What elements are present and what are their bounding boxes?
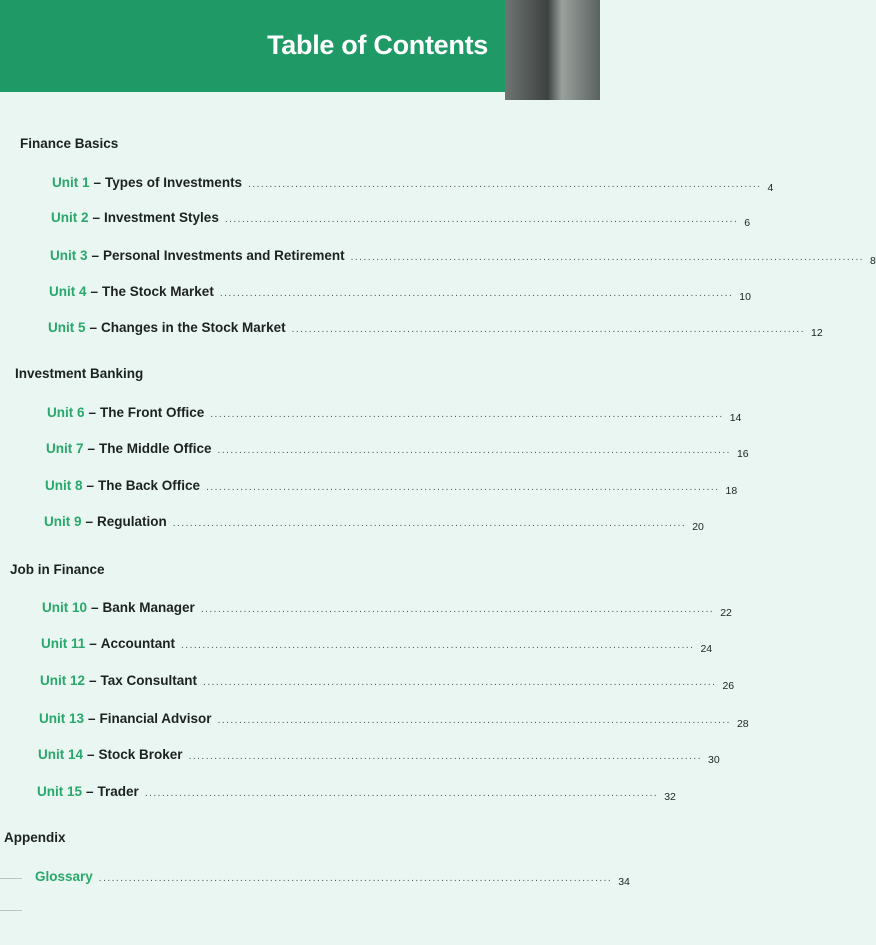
unit-number: Unit 7	[46, 441, 84, 456]
unit-number: Unit 4	[49, 284, 87, 299]
page-number: 20	[692, 521, 704, 533]
page-number: 24	[700, 643, 713, 655]
unit-title: Types of Investments	[105, 175, 243, 190]
page-number: 6	[744, 217, 751, 229]
appendix-item: Glossary	[35, 869, 93, 884]
dot-leader: ........................................................................................................................	[350, 252, 865, 263]
unit-title: Trader	[97, 784, 139, 799]
unit-number: Unit 13	[39, 711, 85, 726]
unit-number: Unit 12	[40, 673, 86, 688]
page-title: Table of Contents	[267, 30, 488, 60]
toc-entry[interactable]: Unit 8 – The Back Office ........................................................................................................................ 18	[45, 478, 738, 497]
dot-leader: ........................................................................................................................	[144, 788, 659, 799]
unit-number: Unit 15	[37, 784, 83, 799]
dot-leader: ........................................................................................................................	[217, 445, 731, 456]
dot-leader: ........................................................................................................................	[224, 214, 739, 225]
unit-title: The Middle Office	[99, 441, 212, 456]
dot-leader: ........................................................................................................................	[210, 409, 724, 420]
page-edge-tab	[505, 0, 600, 100]
page-number: 4	[767, 182, 774, 194]
dot-leader: ........................................................................................................................	[181, 640, 695, 651]
toc-entry[interactable]: Unit 3 – Personal Investments and Retirement ........................................................................................................................ 8	[50, 248, 876, 267]
unit-title: The Back Office	[98, 478, 201, 493]
unit-title: Financial Advisor	[99, 711, 212, 726]
toc-entry[interactable]: Unit 7 – The Middle Office ........................................................................................................................ 16	[46, 441, 749, 460]
page-number: 28	[736, 718, 749, 730]
unit-title: The Stock Market	[102, 284, 214, 299]
page-number: 14	[729, 412, 742, 424]
unit-title: Personal Investments and Retirement	[103, 248, 345, 263]
unit-title: Regulation	[97, 514, 167, 529]
margin-rule	[0, 878, 22, 879]
page-number: 18	[725, 485, 738, 497]
page-number: 8	[870, 255, 876, 267]
dot-leader: ........................................................................................................................	[200, 604, 715, 615]
toc-entry[interactable]: Unit 15 – Trader ........................................................................................................................ 32	[37, 784, 676, 803]
unit-title: Bank Manager	[102, 600, 195, 615]
toc-entry[interactable]: Unit 10 – Bank Manager ........................................................................................................................ 22	[42, 600, 732, 619]
toc-entry[interactable]: Unit 13 – Financial Advisor ........................................................................................................................ 28	[39, 711, 749, 730]
dot-leader: ........................................................................................................................	[219, 288, 734, 299]
dot-leader: ........................................................................................................................	[217, 715, 731, 726]
page-number: 34	[618, 876, 630, 888]
unit-number: Unit 9	[44, 514, 82, 529]
dot-leader: ........................................................................................................................	[206, 482, 720, 493]
margin-rule	[0, 910, 22, 911]
unit-number: Unit 10	[42, 600, 88, 615]
unit-number: Unit 14	[38, 747, 84, 762]
unit-number: Unit 2	[51, 210, 89, 225]
page-number: 32	[664, 791, 676, 803]
section-title: Finance Basics	[20, 136, 119, 151]
page-number: 22	[720, 607, 732, 619]
toc-entry[interactable]: Unit 9 – Regulation ........................................................................................................................ 20	[44, 514, 704, 533]
toc-entry[interactable]: Unit 11 – Accountant ........................................................................................................................ 24	[41, 636, 713, 655]
unit-title: Tax Consultant	[100, 673, 198, 688]
unit-number: Unit 3	[50, 248, 88, 263]
unit-title: Stock Broker	[98, 747, 183, 762]
section-title: Investment Banking	[15, 366, 144, 381]
toc-entry[interactable]: Unit 12 – Tax Consultant ........................................................................................................................ 26	[40, 673, 735, 692]
unit-number: Unit 6	[47, 405, 85, 420]
unit-title: The Front Office	[100, 405, 205, 420]
dot-leader: ........................................................................................................................	[248, 179, 762, 190]
toc-entry[interactable]: Unit 14 – Stock Broker ........................................................................................................................ 30	[38, 747, 720, 766]
dot-leader: ........................................................................................................................	[98, 873, 613, 884]
unit-number: Unit 5	[48, 320, 86, 335]
unit-title: Investment Styles	[104, 210, 219, 225]
dot-leader: ........................................................................................................................	[188, 751, 702, 762]
toc-entry[interactable]: Unit 2 – Investment Styles ........................................................................................................................ 6	[51, 210, 751, 229]
unit-title: Accountant	[100, 636, 176, 651]
page-number: 10	[739, 291, 751, 303]
unit-title: Changes in the Stock Market	[101, 320, 286, 335]
page-number: 16	[736, 448, 749, 460]
page-number: 12	[810, 327, 823, 339]
dot-leader: ........................................................................................................................	[203, 677, 717, 688]
unit-number: Unit 11	[41, 636, 86, 651]
page-number: 30	[707, 754, 720, 766]
section-title: Appendix	[4, 830, 66, 845]
unit-number: Unit 1	[52, 175, 90, 190]
toc-entry[interactable]: Unit 4 – The Stock Market ........................................................................................................................ 10	[49, 284, 751, 303]
section-title: Job in Finance	[10, 562, 105, 577]
dot-leader: ........................................................................................................................	[291, 324, 805, 335]
toc-entry[interactable]: Unit 5 – Changes in the Stock Market ........................................................................................................................ 12	[48, 320, 823, 339]
page-number: 26	[722, 680, 735, 692]
toc-entry[interactable]: Unit 6 – The Front Office ........................................................................................................................ 14	[47, 405, 742, 424]
dot-leader: ........................................................................................................................	[172, 518, 687, 529]
toc-entry[interactable]: Unit 1 – Types of Investments ........................................................................................................................ 4	[52, 175, 774, 194]
toc-entry[interactable]	[35, 869, 630, 888]
unit-number: Unit 8	[45, 478, 83, 493]
